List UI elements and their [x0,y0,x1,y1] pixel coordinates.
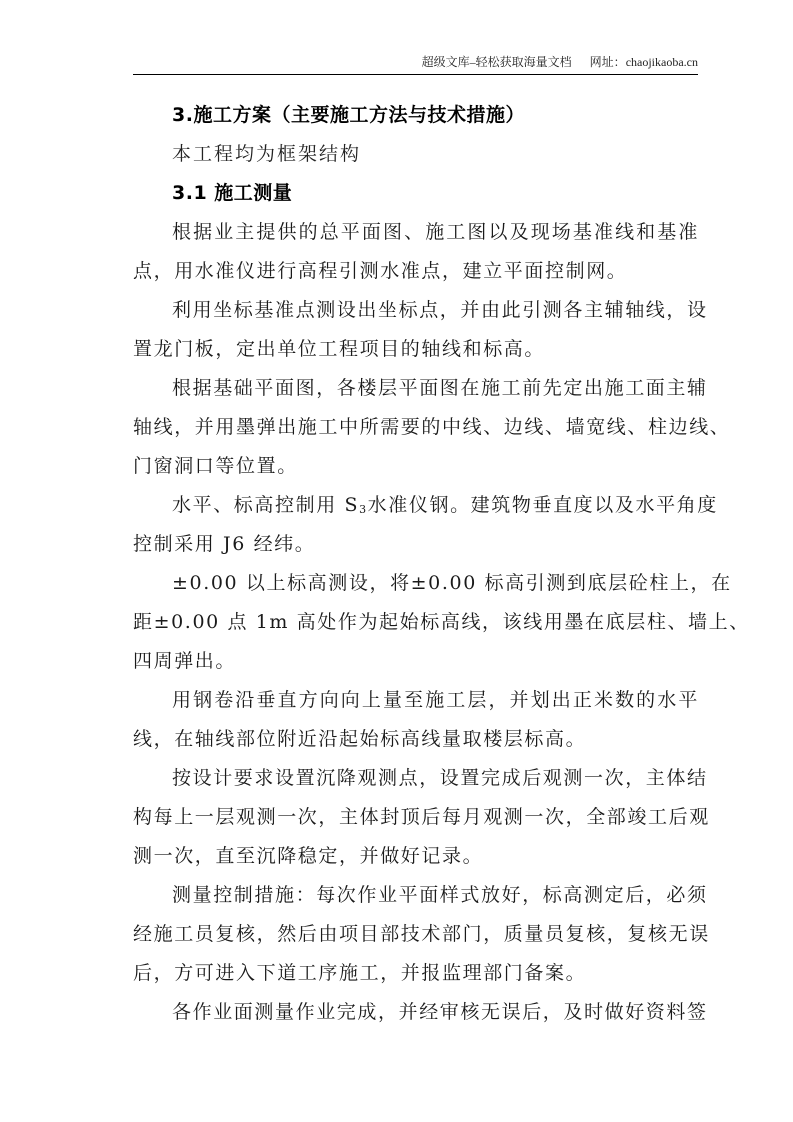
paragraph-line: 经施工员复核，然后由项目部技术部门，质量员复核，复核无误 [133,923,710,945]
paragraph-line: ±0.00 以上标高测设，将±0.00 标高引测到底层砼柱上，在 [172,572,732,594]
paragraph-line: 距±0.00 点 1m 高处作为起始标高线，该线用墨在底层柱、墙上、 [133,611,750,633]
page-header [133,52,698,75]
subscript: 3 [359,503,368,516]
paragraph-line: 利用坐标基准点测设出坐标点，并由此引测各主辅轴线，设 [172,299,708,321]
paragraph-elevation-setting [133,564,750,681]
paragraph-line: 根据基础平面图，各楼层平面图在施工前先定出施工面主辅 [172,377,708,399]
paragraph-settlement-observation [133,759,710,876]
text-segment: 水平、标高控制用 S [172,494,360,516]
paragraph-line: 四周弹出。 [133,650,237,672]
paragraph-level-instrument [133,486,718,564]
paragraph-line: 用钢卷沿垂直方向向上量至施工层，并划出正米数的水平 [172,689,699,711]
paragraph-axis-lines [133,369,731,486]
document-body [133,96,750,1032]
paragraph-line: 轴线，并用墨弹出施工中所需要的中线、边线、墙宽线、柱边线、 [133,416,731,438]
paragraph-line: 测量控制措施：每次作业平面样式放好，标高测定后，必须 [172,884,708,906]
paragraph-line: 点，用水准仪进行高程引测水准点，建立平面控制网。 [133,260,628,282]
paragraph-line: 根据业主提供的总平面图、施工图以及现场基准线和基准 [172,221,699,243]
text-segment: 水准仪钢。建筑物垂直度以及水平角度 [367,494,718,516]
paragraph-line: 按设计要求设置沉降观测点，设置完成后观测一次，主体结 [172,767,708,789]
paragraph-coordinate-points [133,291,708,369]
paragraph-documentation [133,993,708,1032]
header-site-slogan: 超级文库–轻松获取海量文档 [421,55,572,69]
intro-text: 本工程均为框架结构 [172,143,362,165]
header-url-label: 网址： [589,55,626,69]
paragraph-line: 各作业面测量作业完成，并经审核无误后，及时做好资料签 [172,1001,708,1023]
paragraph-line: 测一次，直至沉降稳定，并做好记录。 [133,845,484,867]
subsection-title: 3.1 施工测量 [172,182,293,204]
paragraph-line: 控制采用 J6 经纬。 [133,533,316,555]
paragraph-line [133,486,718,525]
header-url-link[interactable]: chaojikaoba.cn [625,55,698,69]
paragraph-steel-tape [133,681,699,759]
paragraph-line: 构每上一层观测一次，主体封顶后每月观测一次，全部竣工后观 [133,806,710,828]
paragraph-line: 后，方可进入下道工序施工，并报监理部门备案。 [133,962,587,984]
section-title: 3.施工方案（主要施工方法与技术措施） [172,104,525,126]
paragraph-line: 线，在轴线部位附近沿起始标高线量取楼层标高。 [133,728,587,750]
paragraph-reference-points [133,213,699,291]
paragraph-control-measures [133,876,710,993]
paragraph-line: 门窗洞口等位置。 [133,455,298,477]
paragraph-line: 置龙门板，定出单位工程项目的轴线和标高。 [133,338,546,360]
